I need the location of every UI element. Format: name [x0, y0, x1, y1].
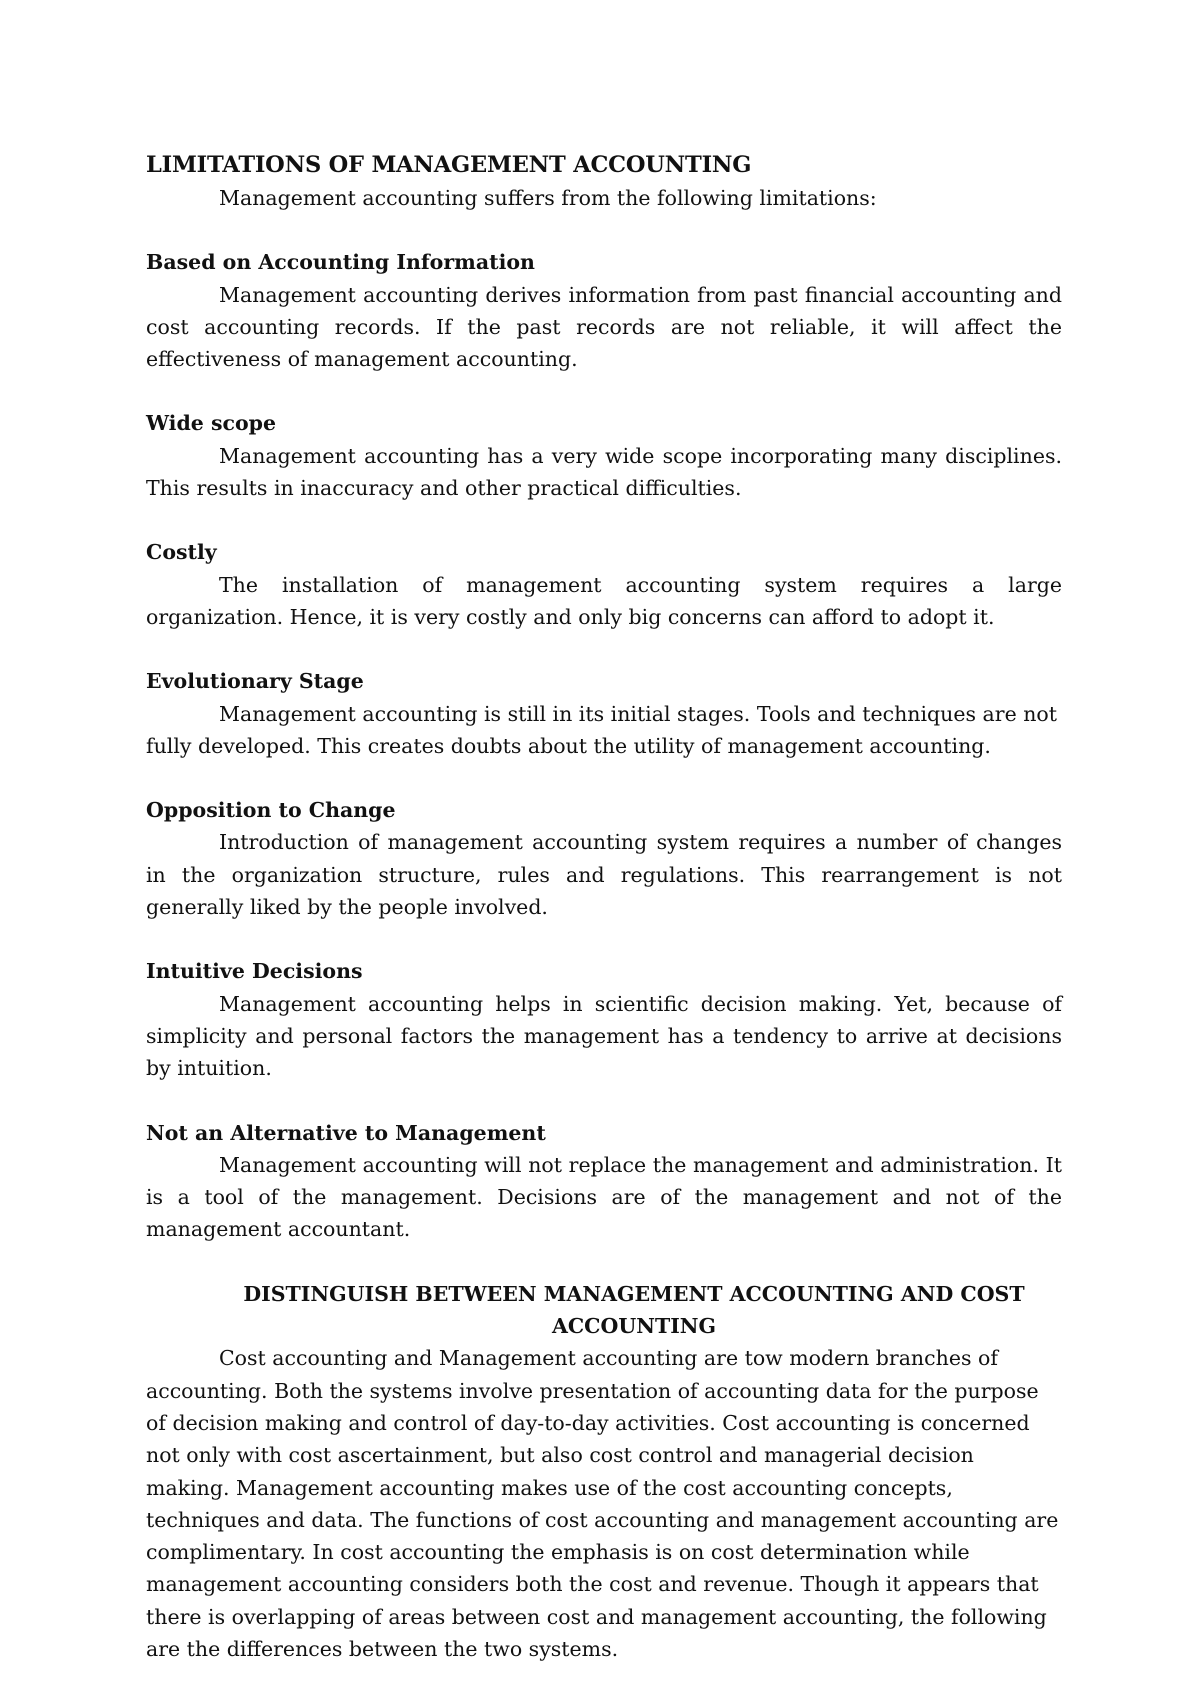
section-body: The installation of management accounting system requires a large organization. Hence, it is very costly and only big concerns can afford to adopt it. [146, 572, 1062, 629]
section-heading: Not an Alternative to Management [146, 1120, 546, 1145]
section-body: Introduction of management accounting system requires a number of changes in the organization structure, rules and regulations. This rearrangement is not generally liked by the people involved. [146, 830, 1062, 920]
section-body: Management accounting derives information from past financial accounting and cost accounting records. If the past records are not reliable, it will affect the effectiveness of management accounting. [146, 282, 1062, 372]
section-intuitive-decisions [146, 955, 1062, 1084]
section-wide-scope [146, 407, 1062, 504]
section-based-on-accounting-information [146, 246, 1062, 375]
section-heading: Based on Accounting Information [146, 250, 535, 275]
distinguish-body: Cost accounting and Management accounting are tow modern branches of accounting. Both the systems involve presentation of accounting data for the purpose of decision making and control of day-to-day activities. Cost accounting is concerned not only with cost ascertainment, but also cost control and managerial decision making. Management accounting makes use of the cost accounting concepts, techniques and data. The functions of cost accounting and management accounting are complimentary. In cost accounting the emphasis is on cost determination while management accounting considers both the cost and revenue. Though it appears that there is overlapping of areas between cost and management accounting, the following are the differences between the two systems. [146, 1346, 1059, 1661]
section-body: Management accounting has a very wide scope incorporating many disciplines. This results in inaccuracy and other practical difficulties. [146, 443, 1062, 501]
section-heading: Opposition to Change [146, 798, 396, 823]
section-body: Management accounting will not replace the management and administration. It is a tool of the management. Decisions are of the management and not of the management accountant. [146, 1152, 1062, 1242]
section-body: Management accounting helps in scientific decision making. Yet, because of simplicity and personal factors the management has a tendency to arrive at decisions by intuition. [146, 991, 1062, 1081]
section-heading: Evolutionary Stage [146, 669, 364, 694]
section-heading: Intuitive Decisions [146, 959, 363, 984]
page-title: LIMITATIONS OF MANAGEMENT ACCOUNTING [146, 152, 752, 178]
section-body: Management accounting is still in its initial stages. Tools and techniques are not fully developed. This creates doubts about the utility of management accounting. [146, 701, 1058, 758]
document-page [146, 148, 1062, 1697]
section-opposition-to-change [146, 794, 1062, 923]
intro-paragraph: Management accounting suffers from the following limitations: [219, 186, 877, 210]
section-distinguish [146, 1278, 1062, 1666]
section-heading: Wide scope [146, 411, 277, 436]
distinguish-heading: DISTINGUISH BETWEEN MANAGEMENT ACCOUNTING AND COST ACCOUNTING [243, 1281, 1025, 1339]
section-evolutionary-stage [146, 665, 1062, 762]
section-heading: Costly [146, 540, 217, 565]
section-costly [146, 536, 1062, 633]
section-not-an-alternative-to-management [146, 1117, 1062, 1246]
